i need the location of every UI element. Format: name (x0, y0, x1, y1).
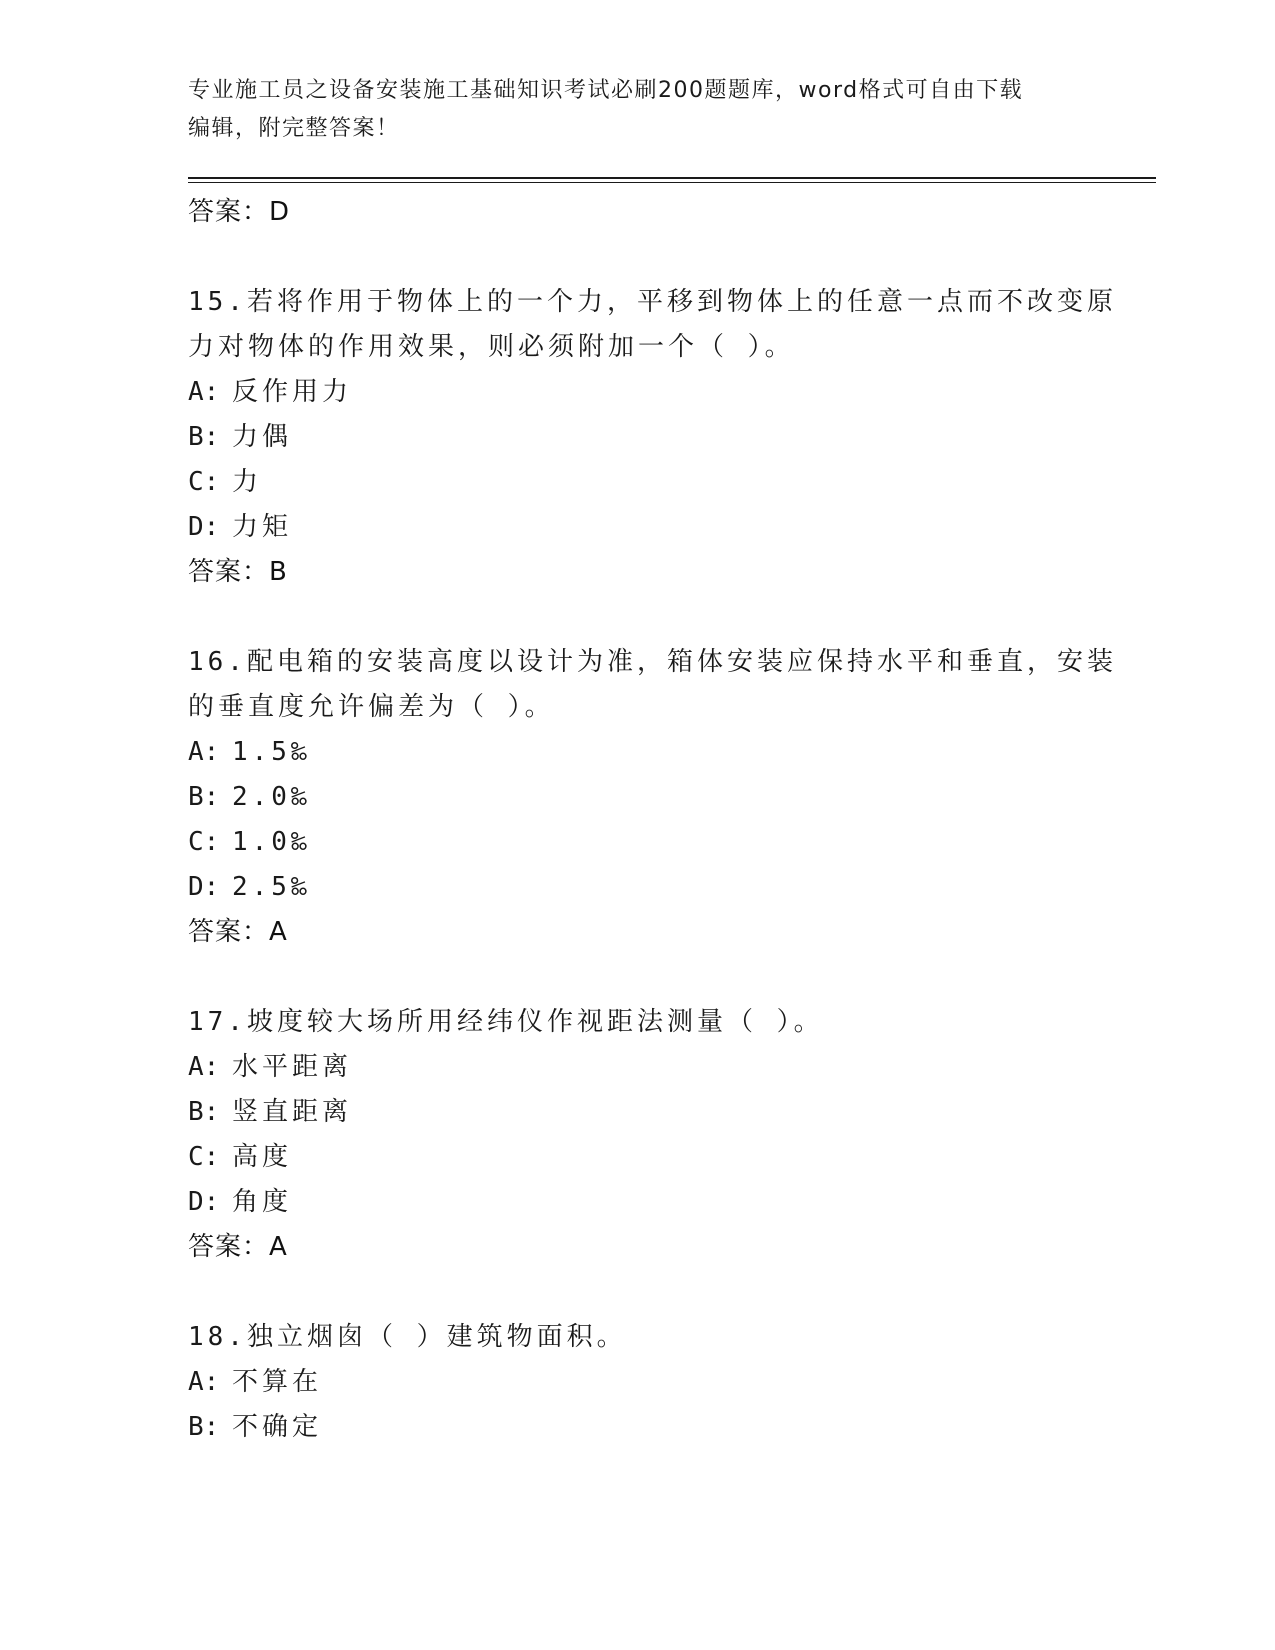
option-key: D: (188, 512, 220, 542)
question-block (188, 1000, 1088, 1270)
option-b (188, 415, 1088, 460)
option-key: C: (188, 467, 220, 497)
header-rule-thick (188, 177, 1156, 179)
option-text: 1.0‰ (232, 827, 311, 857)
option-d (188, 865, 1088, 910)
option-a (188, 730, 1088, 775)
spacer (188, 1270, 1088, 1315)
option-text: 水平距离 (232, 1052, 353, 1082)
option-d (188, 505, 1088, 550)
option-c (188, 820, 1088, 865)
option-text: 角度 (232, 1187, 293, 1217)
answer-line: 答案：D (188, 197, 291, 227)
option-key: C: (188, 1142, 220, 1172)
option-text: 高度 (232, 1142, 293, 1172)
option-key: C: (188, 827, 220, 857)
option-text: 2.5‰ (232, 872, 311, 902)
option-key: B: (188, 782, 220, 812)
document-header (188, 72, 1068, 148)
option-b (188, 775, 1088, 820)
option-text: 2.0‰ (232, 782, 311, 812)
spacer (188, 595, 1088, 640)
question-block (188, 280, 1117, 595)
option-c (188, 1135, 1088, 1180)
option-key: A: (188, 737, 220, 767)
question-block (188, 1315, 1088, 1450)
question-stem: 16.配电箱的安装高度以设计为准，箱体安装应保持水平和垂直，安装 (188, 647, 1117, 677)
option-c (188, 460, 1088, 505)
option-text: 反作用力 (232, 377, 353, 407)
question-stem: 17.坡度较大场所用经纬仪作视距法测量（ ）。 (188, 1007, 824, 1037)
option-text: 竖直距离 (232, 1097, 353, 1127)
answer-line: 答案：B (188, 557, 288, 587)
question-list (188, 190, 1117, 1450)
option-key: D: (188, 1187, 220, 1217)
option-text: 不确定 (232, 1412, 323, 1442)
option-text: 不算在 (232, 1367, 323, 1397)
option-a (188, 1360, 1088, 1405)
header-line-2: 编辑，附完整答案！ (188, 116, 400, 141)
option-key: A: (188, 1052, 220, 1082)
question-stem: 的垂直度允许偏差为（ ）。 (188, 692, 555, 722)
option-b (188, 1090, 1088, 1135)
header-line-1: 专业施工员之设备安装施工基础知识考试必刷200题题库，word格式可自由下载 (188, 78, 1024, 103)
question-block (188, 640, 1117, 955)
option-key: B: (188, 1097, 220, 1127)
header-rule-thin (188, 182, 1156, 183)
answer-line: 答案：A (188, 917, 288, 947)
option-d (188, 1180, 1088, 1225)
option-key: B: (188, 1412, 220, 1442)
option-text: 1.5‰ (232, 737, 311, 767)
question-stem: 18.独立烟囱（ ）建筑物面积。 (188, 1322, 627, 1352)
option-b (188, 1405, 1088, 1450)
answer-line: 答案：A (188, 1232, 288, 1262)
option-key: A: (188, 1367, 220, 1397)
option-text: 力 (232, 467, 263, 497)
option-text: 力偶 (232, 422, 293, 452)
question-stem: 力对物体的作用效果，则必须附加一个（ ）。 (188, 332, 795, 362)
spacer (188, 955, 1088, 1000)
spacer (188, 235, 1088, 280)
option-a (188, 370, 1088, 415)
option-a (188, 1045, 1088, 1090)
option-key: A: (188, 377, 220, 407)
question-stem: 15.若将作用于物体上的一个力，平移到物体上的任意一点而不改变原 (188, 287, 1117, 317)
option-key: B: (188, 422, 220, 452)
option-text: 力矩 (232, 512, 293, 542)
option-key: D: (188, 872, 220, 902)
